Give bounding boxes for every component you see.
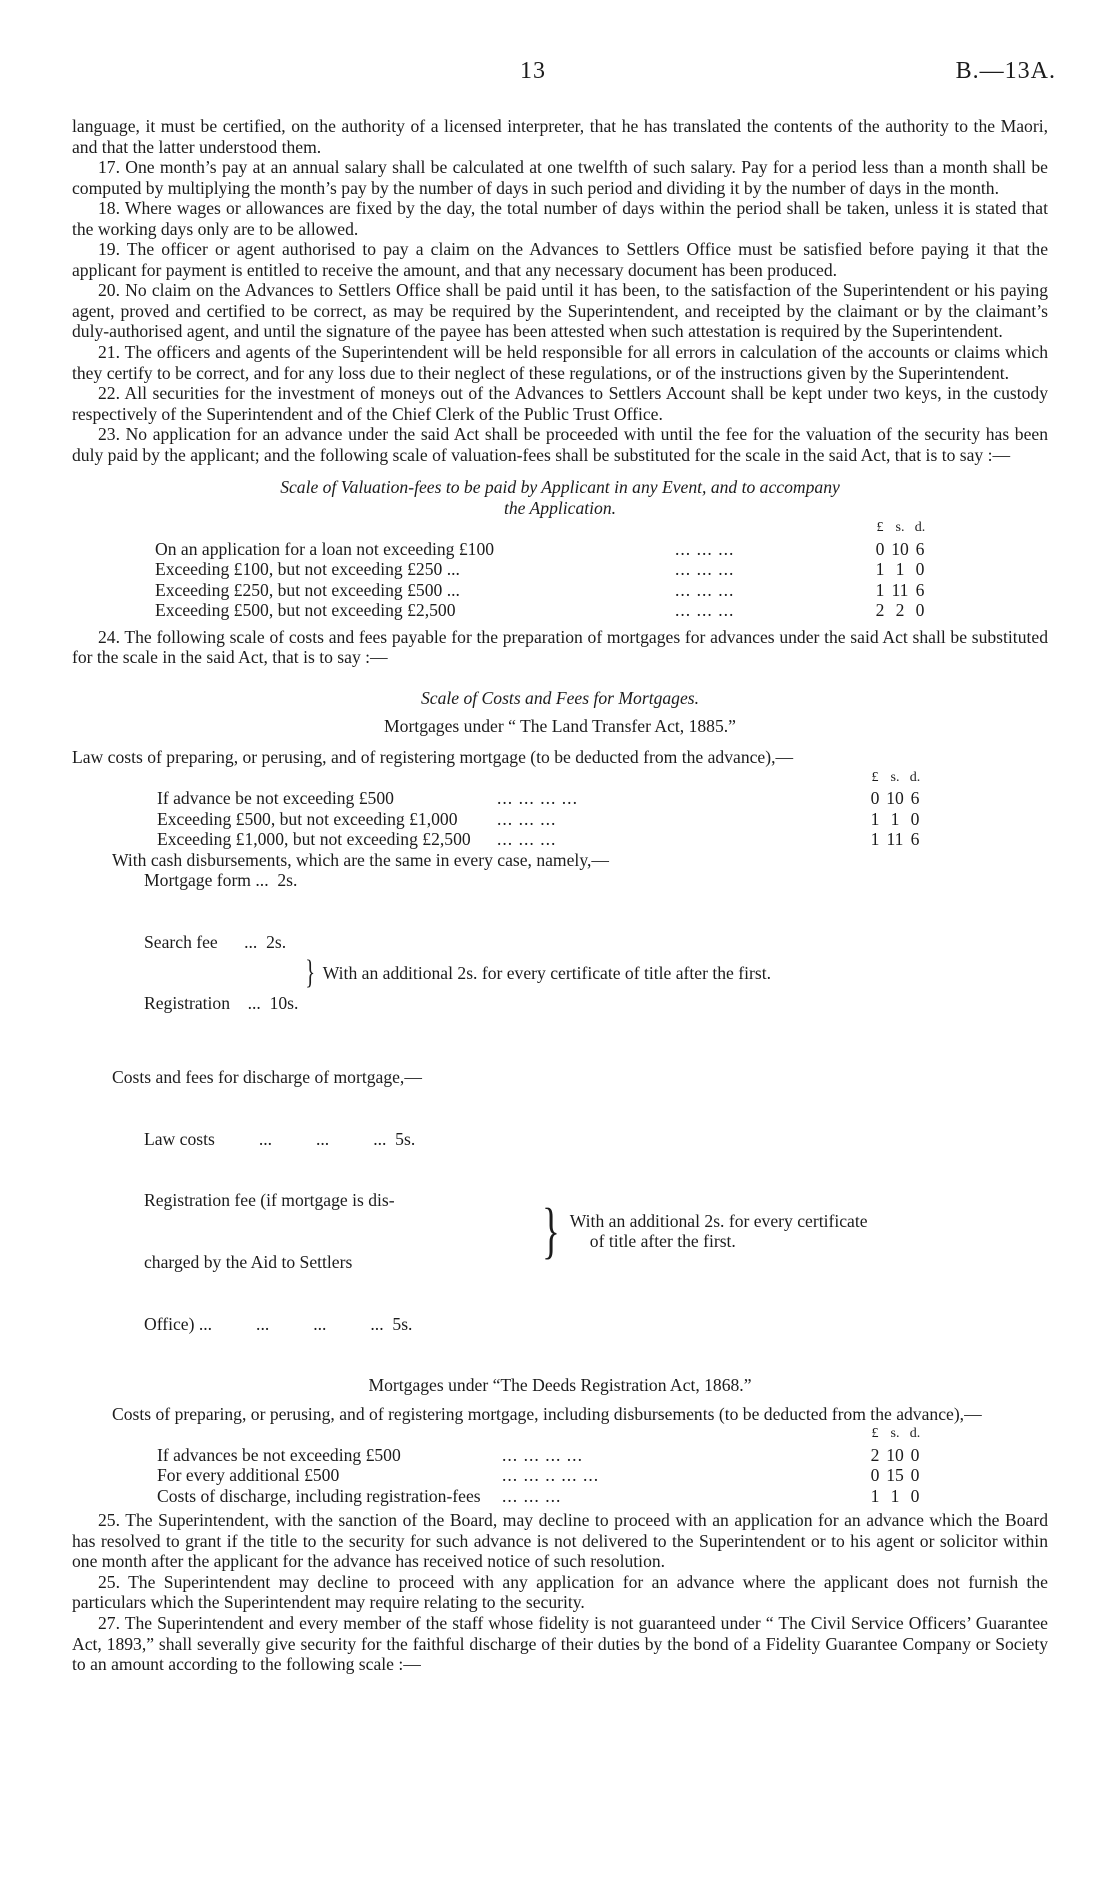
paragraph-17: 17. One month’s pay at an annual salary shall be calculated at one twelfth of such salary. Pay for a period less than a month shall be computed by multiplying the month’s pay by the number of days in such period and dividing it by the number of days in the month. — [72, 157, 1048, 198]
discharge-intro: Costs and fees for discharge of mortgage,— — [112, 1067, 422, 1087]
paragraph-26: 25. The Superintendent may decline to proceed with any application for an advance where the applicant does not furnish the particulars which the Superintendent may require relating to the security. — [72, 1571, 1048, 1613]
discharge-registration-line3: Office) ... ... ... ... 5s. — [144, 1313, 413, 1334]
brace-glyph: } — [305, 953, 316, 991]
discharge-group — [144, 1088, 1048, 1376]
paragraph-18: 18. Where wages or allowances are fixed by the day, the total number of days within the period shall be taken, unless it is stated that the working days only are to be allowed. — [72, 198, 1048, 239]
document-reference: B.—13A. — [955, 58, 1056, 84]
paragraph-21: 21. The officers and agents of the Superintendent will be held responsible for all errors in calculation of the accounts or claims which they certify to be correct, and for any loss due to their neglect of these regulations, or of the instructions given by the Superintendent. — [72, 342, 1048, 383]
disbursements-intro: With cash disbursements, which are the same in every case, namely,— — [112, 849, 609, 870]
discharge-note-line2: of title after the first. — [589, 1231, 736, 1252]
paragraph-continuation: language, it must be certified, on the authority of a licensed interpreter, that he has translated the contents of the authority to the Maori, and that the latter understood them. — [72, 116, 1048, 157]
brace-glyph: } — [541, 1197, 560, 1266]
certificate-note: With an additional 2s. for every certificate of title after the first. — [322, 962, 772, 983]
table-row: Exceeding £250, but not exceeding £500 ... ... ... ... 1 11 6 — [155, 579, 925, 600]
mortgage-scale-title: Scale of Costs and Fees for Mortgages. — [420, 687, 700, 708]
law-costs-intro: Law costs of preparing, or perusing, and of registering mortgage (to be deducted from the advance),— — [72, 746, 794, 767]
table-row: Exceeding £500, but not exceeding £2,500 ... ... ... 2 2 0 — [155, 600, 925, 621]
land-transfer-heading: Mortgages under “ The Land Transfer Act, 1885.” — [384, 716, 736, 737]
paragraph-24: 24. The following scale of costs and fees payable for the preparation of mortgages for advances under the said Act shall be substituted for the scale in the said Act, that is to say :— — [72, 626, 1048, 668]
paragraph-19: 19. The officer or agent authorised to pay a claim on the Advances to Settlers Office must be satisfied before paying it that the applicant for payment is entitled to receive the amount, and that any necessary document has been produced. — [72, 239, 1048, 280]
deeds-costs-table: £ s. d. If advances be not exceeding £500 ... ... ... ... 2 10 0 For every additional £500 ... ... .. ... ... 0 15 0 Costs of discharge, including registration-fees ... ... ... 1 1 0 — [157, 1424, 925, 1506]
discharge-note-line1: With an additional 2s. for every certificate — [569, 1210, 868, 1231]
deeds-heading: Mortgages under “The Deeds Registration Act, 1868.” — [368, 1375, 752, 1396]
discharge-registration-line2: charged by the Aid to Settlers — [144, 1251, 353, 1272]
paragraph-22: 22. All securities for the investment of moneys out of the Advances to Settlers Account shall be kept under two keys, in the custody respectively of the Superintendent and of the Chief Clerk of the Public Trust Office. — [72, 383, 1048, 424]
search-registration-group — [144, 891, 1048, 1055]
page-number: 13 — [520, 58, 546, 84]
deeds-intro: Costs of preparing, or perusing, and of registering mortgage, including disbursements (to be deducted from the advance),— — [112, 1403, 982, 1424]
mortgage-form-fee: Mortgage form ... 2s. — [144, 870, 298, 891]
table-row: For every additional £500 ... ... .. ... ... 0 15 0 — [157, 1465, 920, 1486]
paragraph-25: 25. The Superintendent, with the sanction of the Board, may decline to proceed with an application for an advance which the Board has resolved to grant if the title to the security for such advance is not delivered to the Superintendent or to his agent or solicitor within one month after the applicant for the advance has received notice of such resolution. — [72, 1510, 1048, 1572]
table-row: Exceeding £100, but not exceeding £250 ... ... ... ... 1 1 0 — [155, 559, 925, 580]
discharge-law-costs: Law costs ... ... ... 5s. — [144, 1128, 416, 1149]
paragraph-23: 23. No application for an advance under the said Act shall be proceeded with until the fee for the valuation of the security has been duly paid by the applicant; and the following scale of valuation-fees shall be substituted for the scale in the said Act, that is to say :— — [72, 424, 1048, 465]
table-row: Costs of discharge, including registration-fees ... ... ... 1 1 0 — [157, 1485, 920, 1506]
search-fee: Search fee ... 2s. — [144, 931, 287, 952]
table-row: If advances be not exceeding £500 ... ... ... ... 2 10 0 — [157, 1444, 920, 1465]
table-row: Exceeding £500, but not exceeding £1,000 ... ... ... 1 1 0 — [157, 808, 920, 829]
registration-fee: Registration ... 10s. — [144, 993, 299, 1014]
document-body — [72, 116, 1048, 1675]
table-row: Exceeding £1,000, but not exceeding £2,500 ... ... ... 1 11 6 — [157, 829, 920, 850]
table-row: If advance be not exceeding £500 ... ... ... ... 0 10 6 — [157, 788, 920, 809]
table-row: On an application for a loan not exceeding £100 ... ... ... 0 10 6 — [155, 538, 925, 559]
paragraph-20: 20. No claim on the Advances to Settlers Office shall be paid until it has been, to the satisfaction of the Superintendent or his paying agent, proved and certified to be correct, as may be required by the Superintendent, and receipted by the claimant or by the claimant’s duly-authorised agent, and until the signature of the payee has been attested when such attestation is required by the Superintendent. — [72, 280, 1048, 342]
valuation-scale-title: Scale of Valuation-fees to be paid by Applicant in any Event, and to accompany the Application. — [280, 477, 840, 518]
paragraph-27: 27. The Superintendent and every member of the staff whose fidelity is not guaranteed under “ The Civil Service Officers’ Guarantee Act, 1893,” shall severally give security for the faithful discharge of their duties by the bond of a Fidelity Guarantee Company or Society to an amount according to the following scale :— — [72, 1613, 1048, 1675]
law-costs-table: £ s. d. If advance be not exceeding £500 ... ... ... ... 0 10 6 Exceeding £500, but not exceeding £1,000 ... ... ... 1 1 0 Exceeding £1,000, but not exceeding £2,500 ... ... ... 1 11 6 — [157, 768, 925, 850]
valuation-fee-table: £ s. d. On an application for a loan not exceeding £100 ... ... ... 0 10 6 Exceeding £100, but not exceeding £250 ... ... ... ... 1 1 0 Exceeding £250, but not exceeding £500 ... ... ... ... 1 11 6 Exceeding £500, but not exceeding £2,500 ... ... ... 2 2 0 — [155, 518, 930, 621]
discharge-registration-line1: Registration fee (if mortgage is dis- — [144, 1190, 395, 1211]
